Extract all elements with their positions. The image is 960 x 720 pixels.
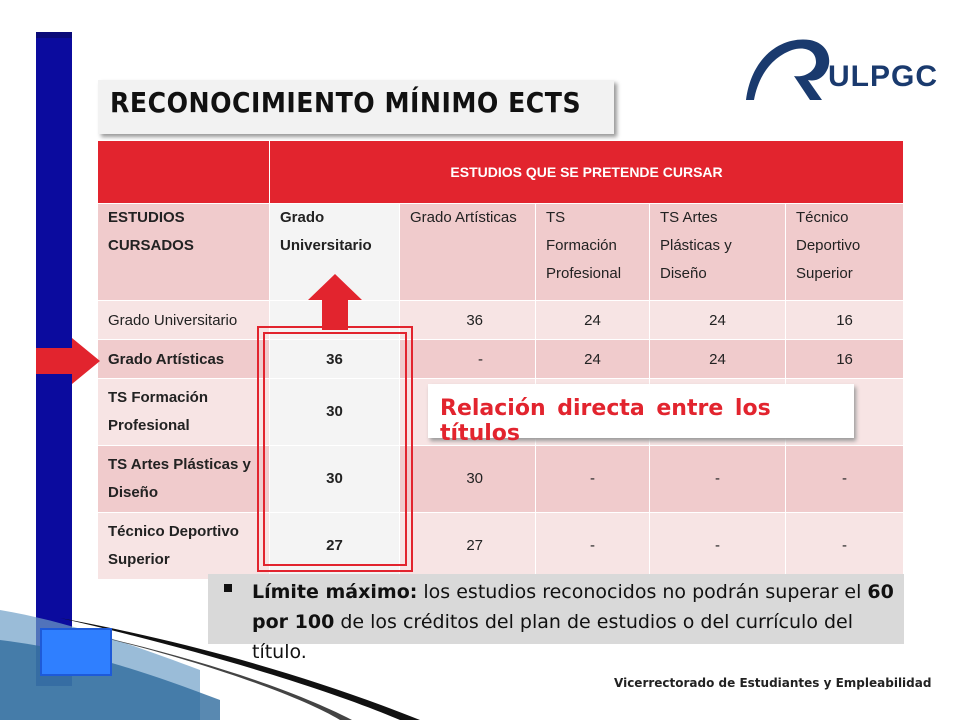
table-cell: -: [536, 513, 650, 580]
table-row: [98, 340, 904, 379]
row-label: TS Artes Plásticas y Diseño: [98, 446, 270, 513]
header-group-label: ESTUDIOS QUE SE PRETENDE CURSAR: [270, 141, 904, 204]
row-label: Grado Artísticas: [98, 340, 270, 379]
table-row: [98, 446, 904, 513]
table-cell: 30: [270, 379, 400, 446]
table-cell: -: [650, 513, 786, 580]
column-header: TS Artes Plásticas y Diseño: [650, 204, 786, 301]
table-cell: 27: [400, 513, 536, 580]
table-column-header-row: [98, 204, 904, 301]
header-empty-cell: [98, 141, 270, 204]
table-cell: 16: [786, 340, 904, 379]
table-cell: 30: [270, 446, 400, 513]
table-cell: -: [536, 446, 650, 513]
table-cell: 16: [786, 301, 904, 340]
row-label: Técnico Deportivo Superior: [98, 513, 270, 580]
table-cell: 27: [270, 513, 400, 580]
table-cell: 24: [536, 301, 650, 340]
column-header: Grado Universitario: [270, 204, 400, 301]
corner-label: ESTUDIOS CURSADOS: [98, 204, 270, 301]
up-arrow-icon: [306, 272, 364, 332]
note-lead: Límite máximo:: [252, 581, 418, 603]
blue-square-decoration: [40, 628, 112, 676]
footer-text: Vicerrectorado de Estudiantes y Empleabilidad: [614, 676, 932, 690]
table-group-header-row: [98, 141, 904, 204]
table-cell: -: [650, 446, 786, 513]
table-cell: 36: [270, 340, 400, 379]
table-cell: -: [786, 513, 904, 580]
table-cell: 24: [650, 301, 786, 340]
left-accent-bar-cap: [36, 32, 72, 38]
table-cell: 24: [650, 340, 786, 379]
logo-text: ULPGC: [828, 60, 938, 93]
note-text-1: los estudios reconocidos no podrán superar el: [417, 581, 868, 603]
table-row: [98, 513, 904, 580]
callout-box: [428, 384, 854, 446]
page-title: RECONOCIMIENTO MÍNIMO ECTS: [110, 86, 582, 119]
callout-text: Relación directa entre los títulos: [440, 396, 771, 446]
table-cell: 24: [536, 340, 650, 379]
highlight-frame-inner: [263, 332, 407, 566]
note-text-2: de los créditos del plan de estudios o del currículo del título.: [252, 611, 854, 663]
bullet-square-icon: [224, 584, 232, 592]
note-bold-1: 60 por 100: [252, 581, 894, 633]
note-text: [252, 577, 900, 667]
row-label: Grado Universitario: [98, 301, 270, 340]
right-arrow-icon: [34, 336, 102, 386]
table-row: [98, 301, 904, 340]
title-box: [98, 80, 614, 134]
table-cell: 30: [400, 446, 536, 513]
column-header: Técnico Deportivo Superior: [786, 204, 904, 301]
column-header: Grado Artísticas: [400, 204, 536, 301]
table-cell: 36: [400, 301, 536, 340]
note-box: [208, 574, 904, 663]
ects-table: [97, 140, 904, 580]
row-label: TS Formación Profesional: [98, 379, 270, 446]
table-cell: -: [400, 340, 536, 379]
table-cell: -: [786, 446, 904, 513]
column-header: TS Formación Profesional: [536, 204, 650, 301]
